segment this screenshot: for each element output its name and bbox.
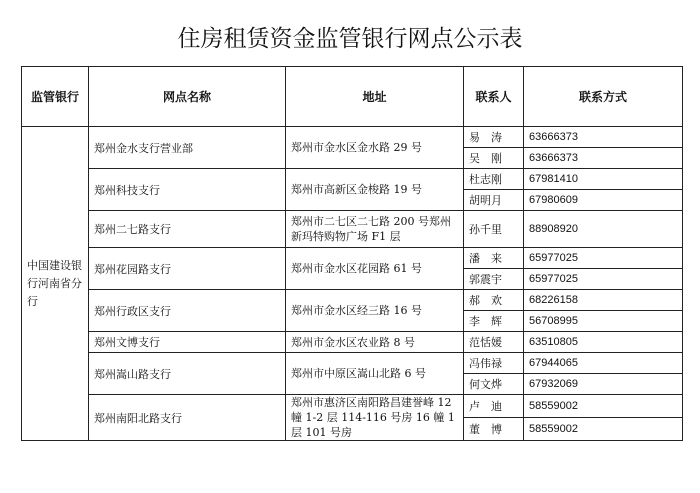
table-row	[22, 395, 683, 418]
page-title: 住房租赁资金监管银行网点公示表	[177, 26, 523, 52]
branch-table	[21, 66, 683, 441]
table-row	[22, 248, 683, 269]
table-row	[22, 353, 683, 374]
branch-name: 郑州嵩山路支行	[89, 353, 286, 395]
branch-name: 郑州花园路支行	[89, 248, 286, 290]
branch-address: 郑州市金水区花园路 61 号	[286, 248, 464, 290]
bank-cell: 中国建设银行河南省分行	[22, 127, 89, 441]
contact-name: 卢 迪	[464, 395, 524, 418]
contact-name: 孙千里	[464, 211, 524, 248]
contact-phone: 67980609	[524, 190, 683, 211]
contact-phone: 68226158	[524, 290, 683, 311]
contact-name: 董 博	[464, 418, 524, 441]
branch-name: 郑州科技支行	[89, 169, 286, 211]
contact-name: 潘 来	[464, 248, 524, 269]
contact-name: 冯伟禄	[464, 353, 524, 374]
branch-address: 郑州市二七区二七路 200 号郑州新玛特购物广场 F1 层	[286, 211, 464, 248]
contact-name: 范恬媛	[464, 332, 524, 353]
contact-phone: 65977025	[524, 248, 683, 269]
branch-name: 郑州行政区支行	[89, 290, 286, 332]
branch-address: 郑州市高新区金梭路 19 号	[286, 169, 464, 211]
branch-address: 郑州市金水区农业路 8 号	[286, 332, 464, 353]
contact-phone: 63510805	[524, 332, 683, 353]
contact-phone: 63666373	[524, 127, 683, 148]
header-branch: 网点名称	[89, 67, 286, 127]
table-row	[22, 290, 683, 311]
contact-phone: 58559002	[524, 395, 683, 418]
branch-name: 郑州金水支行营业部	[89, 127, 286, 169]
branch-name: 郑州文博支行	[89, 332, 286, 353]
contact-phone: 63666373	[524, 148, 683, 169]
branch-name: 郑州二七路支行	[89, 211, 286, 248]
contact-phone: 67944065	[524, 353, 683, 374]
header-bank: 监管银行	[22, 67, 89, 127]
table-row	[22, 332, 683, 353]
header-contact: 联系人	[464, 67, 524, 127]
contact-name: 郝 欢	[464, 290, 524, 311]
table-row	[22, 169, 683, 190]
branch-address: 郑州市中原区嵩山北路 6 号	[286, 353, 464, 395]
table-row	[22, 211, 683, 248]
header-phone: 联系方式	[524, 67, 683, 127]
contact-name: 李 辉	[464, 311, 524, 332]
branch-address: 郑州市金水区金水路 29 号	[286, 127, 464, 169]
table-row	[22, 127, 683, 148]
contact-name: 何文烨	[464, 374, 524, 395]
header-row	[22, 67, 683, 127]
contact-phone: 56708995	[524, 311, 683, 332]
branch-address: 郑州市金水区经三路 16 号	[286, 290, 464, 332]
contact-phone: 67932069	[524, 374, 683, 395]
contact-name: 郭震宇	[464, 269, 524, 290]
contact-name: 杜志刚	[464, 169, 524, 190]
branch-address: 郑州市惠济区南阳路昌建誉峰 12 幢 1-2 层 114-116 号房 16 幢 1 层 101 号房	[286, 395, 464, 441]
contact-name: 胡明月	[464, 190, 524, 211]
contact-name: 吴 刚	[464, 148, 524, 169]
contact-phone: 65977025	[524, 269, 683, 290]
contact-phone: 88908920	[524, 211, 683, 248]
contact-phone: 58559002	[524, 418, 683, 441]
branch-name: 郑州南阳北路支行	[89, 395, 286, 441]
contact-phone: 67981410	[524, 169, 683, 190]
header-address: 地址	[286, 67, 464, 127]
contact-name: 易 涛	[464, 127, 524, 148]
